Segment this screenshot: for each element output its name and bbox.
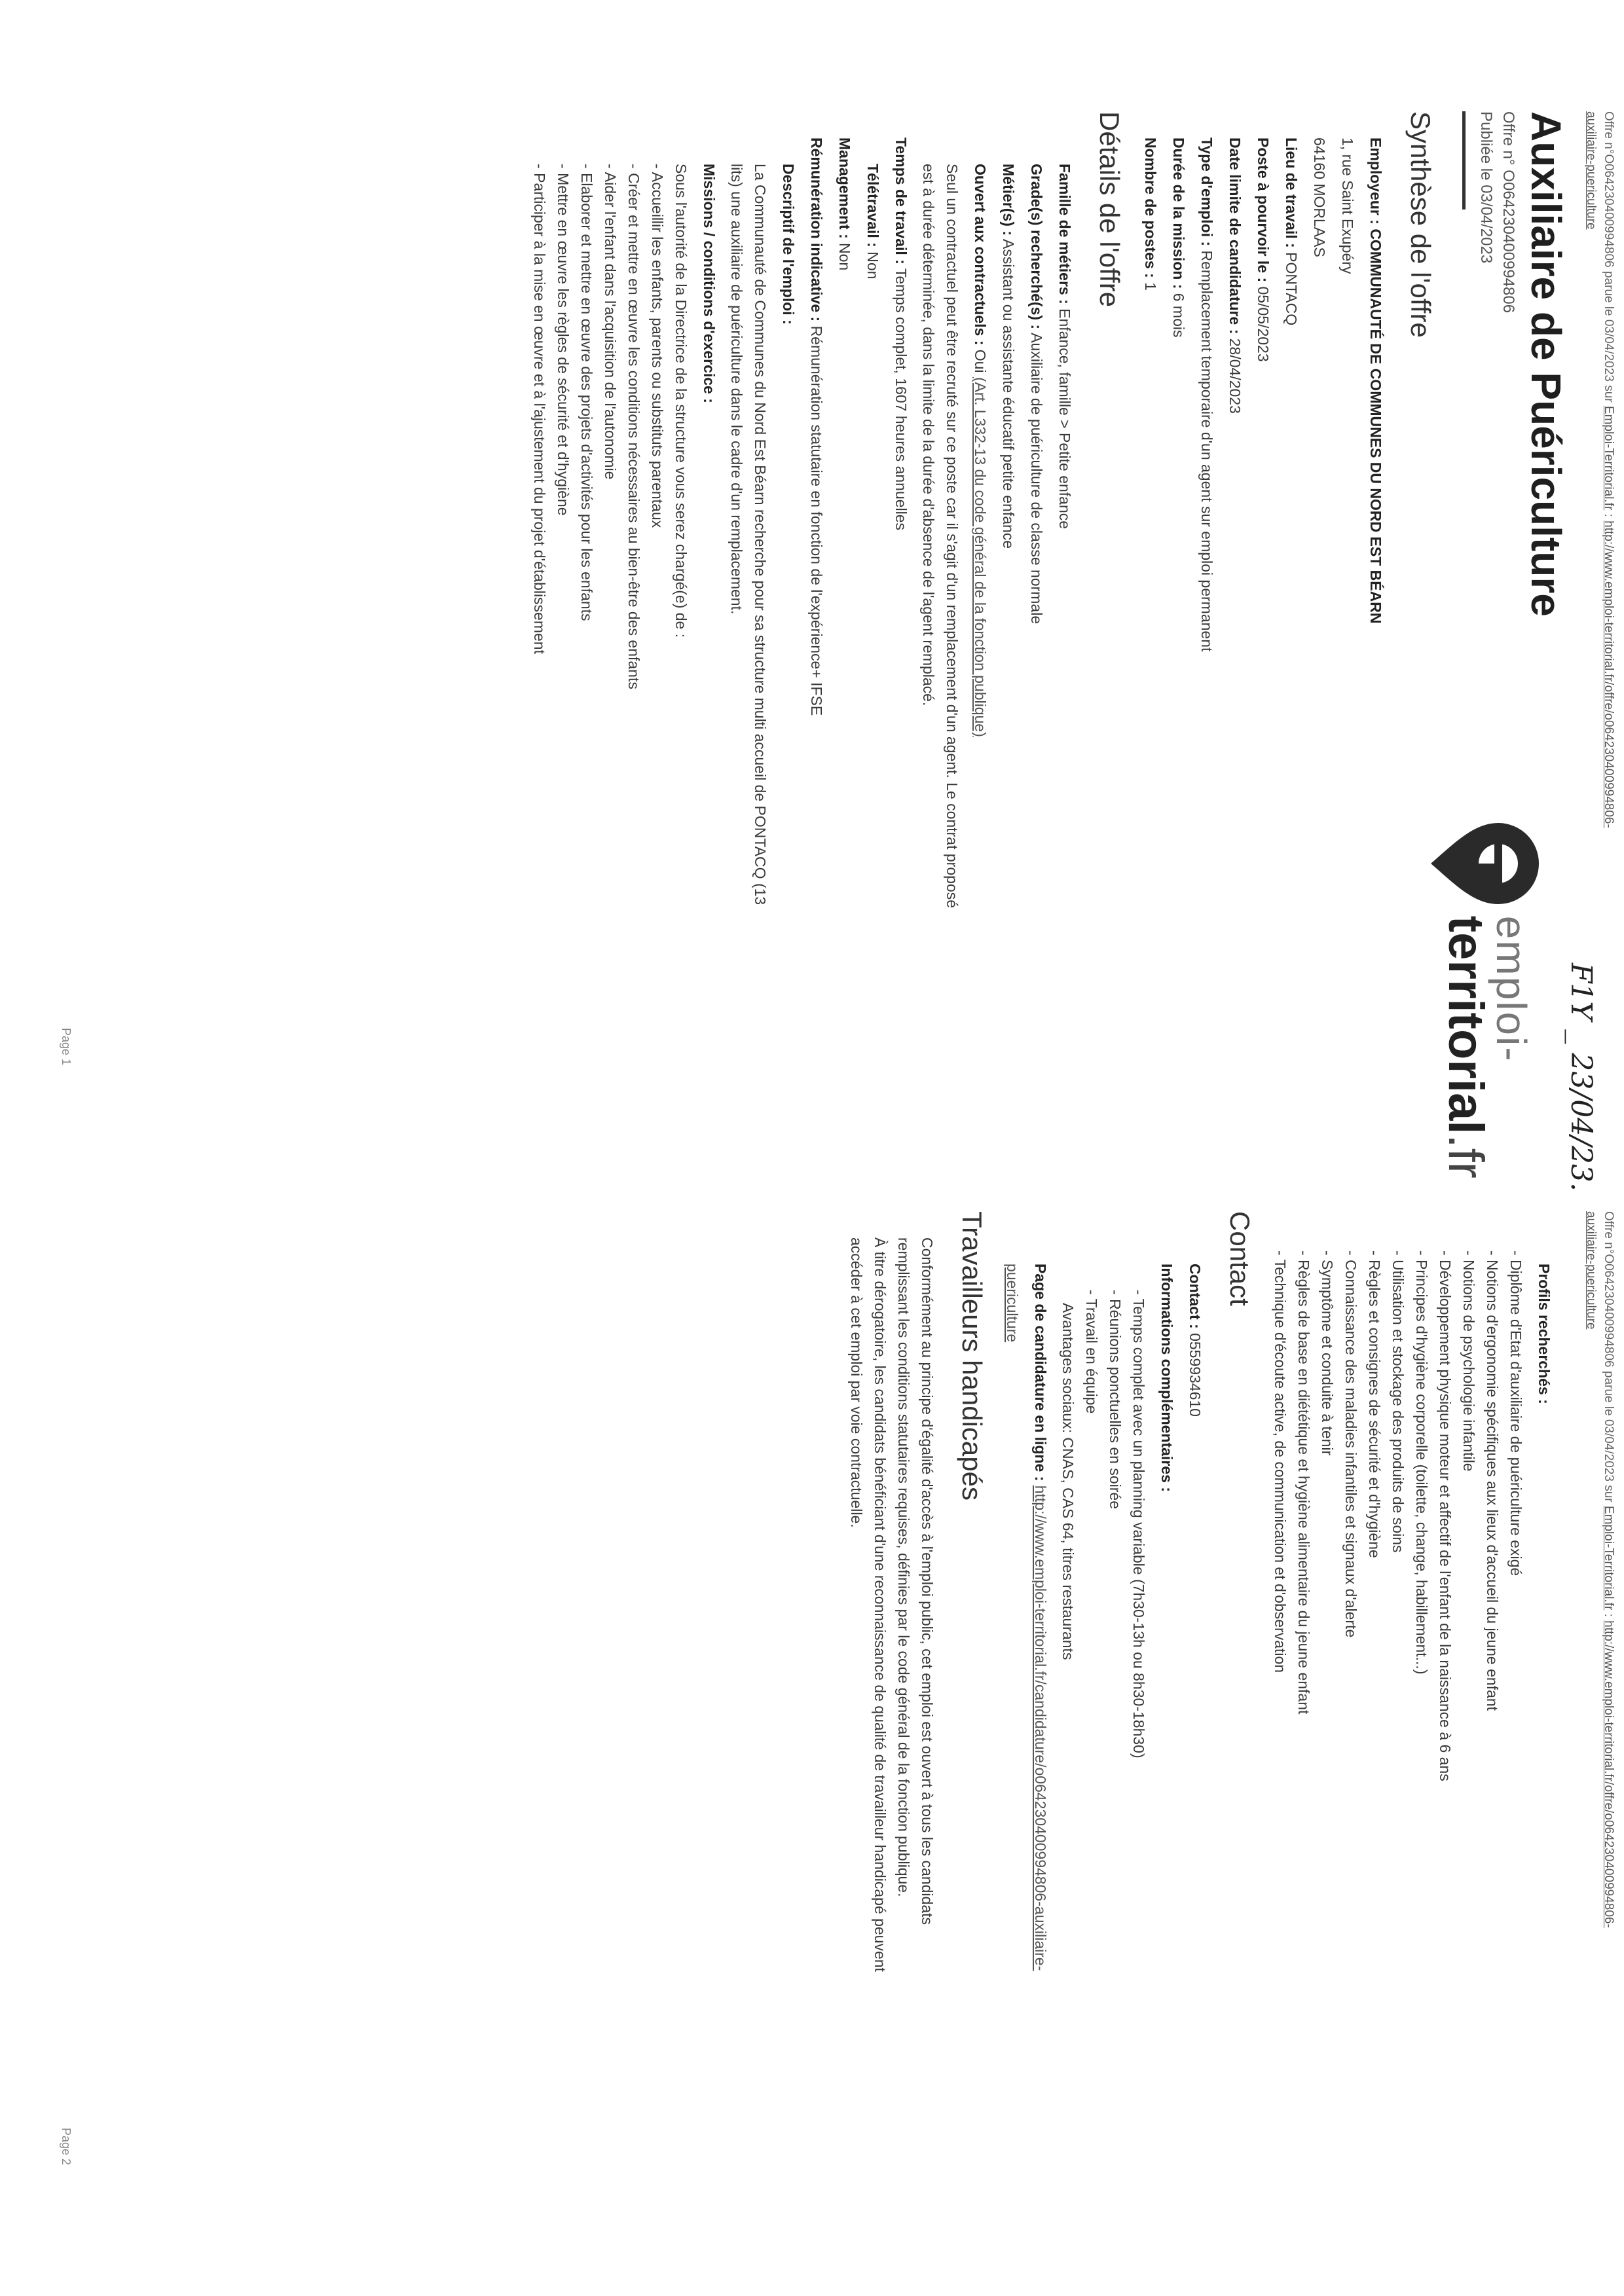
list-item: - Réunions ponctuelles en soirée <box>1103 1290 1127 2272</box>
site-link[interactable]: Emploi-Territorial.fr <box>1602 405 1615 511</box>
synthese-row: Nombre de postes : 1 <box>1142 137 1159 291</box>
contact-row: Contact : 0559934610 <box>1187 1264 1204 1417</box>
profils-list <box>1268 1250 1528 2272</box>
synthese-heading: Synthèse de l'offre <box>1405 111 1436 338</box>
page-2 <box>7 1211 1617 2272</box>
synthese-list <box>1138 111 1388 1198</box>
metier-row: Métier(s) : Assistant ou assistante éducatif petite enfance <box>1000 164 1017 549</box>
contractuels-text: Seul un contractuel peut être recruté sur ce poste car il s'agit d'un remplacement d'un agent. Le contrat proposé est à durée déterminée, dans la limite de la durée d'absence de l'agent remplacé. <box>920 164 961 908</box>
page-header: Offre n°O064230400994806 parue le 03/04/2023 sur Emploi-Territorial.fr : http://www.emploi-territorial.fr/offre/o064230400994806- auxiliaire-puericulture <box>1584 111 1615 828</box>
site-link[interactable]: Emploi-Territorial.fr <box>1602 1505 1615 1611</box>
list-item: - Aider l'enfant dans l'acquisition de l'autonomie <box>599 164 622 1198</box>
infos-list <box>1080 1290 1151 2272</box>
list-item: - Symptôme et conduite à tenir <box>1316 1250 1339 2272</box>
contact-heading: Contact <box>1225 1211 1255 1306</box>
synthese-row: Date limite de candidature : 28/04/2023 <box>1227 137 1244 414</box>
page-header: Offre n°O064230400994806 parue le 03/04/2023 sur Emploi-Territorial.fr : http://www.emploi-territorial.fr/offre/o064230400994806- auxiliaire-puericulture <box>1584 1211 1615 1928</box>
list-item: - Mettre en œuvre les règles de sécurité et d'hygiène <box>551 164 575 1198</box>
list-item: - Principes d'hygiène corporelle (toilette, change, habillement...) <box>1410 1250 1433 2272</box>
logo-line2: territorial.fr <box>1438 915 1494 1178</box>
management-row: Management : Non <box>836 137 853 271</box>
list-item: - Règles et consignes de sécurité et d'hygiène <box>1363 1250 1386 2272</box>
page-number: Page 2 <box>60 2128 73 2166</box>
candidature-link[interactable]: http://www.emploi-territorial.fr/candidature/o064230400994806-auxiliaire- <box>1032 1485 1049 1971</box>
synthese-row: Durée de la mission : 6 mois <box>1170 137 1187 338</box>
avantages-text: Avantages sociaux: CNAS, CAS 64, titres restaurants <box>1060 1303 1077 1660</box>
candidature-link-cont: puericulture <box>1004 1264 1021 1343</box>
page-number: Page 1 <box>60 1028 73 1066</box>
list-item: - Connaissance des maladies infantiles et signaux d'alerte <box>1339 1250 1363 2272</box>
handwritten-note: F1Y _ 23/04/23. <box>1564 962 1598 1192</box>
handicap-heading: Travailleurs handicapés <box>957 1211 987 1501</box>
synthese-row: Poste à pourvoir le : 05/05/2023 <box>1255 137 1272 362</box>
list-item: - Développement physique moteur et affectif de l'enfant de la naissance à 6 ans <box>1433 1250 1457 2272</box>
list-item: - Travail en équipe <box>1080 1290 1103 2272</box>
offer-url-link-cont[interactable]: auxiliaire-puericulture <box>1584 1211 1598 1330</box>
offer-url-link[interactable]: http://www.emploi-territorial.fr/offre/o064230400994806- <box>1602 1620 1615 1928</box>
synthese-row: Type d'emploi : Remplacement temporaire d'un agent sur emploi permanent <box>1198 137 1215 652</box>
handicap-text: Conformément au principe d'égalité d'accès à l'emploi public, cet emploi est ouvert à tous les candidats remplissant les conditions statutaires requises, définies par le code général de la fonction publique. À titre dérogatoire, les candidats bénéficiant d'une reconnaissance de qualité de travailleur handicapé peuvent accéder à cet emploi par voie contractuelle. <box>848 1237 936 1972</box>
grade-row: Grade(s) recherché(s) : Auxiliaire de puériculture de classe normale <box>1028 164 1045 625</box>
list-item: - Créer et mettre en œuvre les conditions nécessaires au bien-être des enfants <box>622 164 646 1198</box>
emploi-territorial-logo <box>1428 818 1545 1178</box>
synthese-row: 64160 MORLAAS <box>1311 137 1328 257</box>
code-link[interactable]: (Art. L332-13 du code général de la fonction publique) <box>972 376 989 737</box>
missions-intro: Sous l'autorité de la Directrice de la structure vous serez chargé(e) de : <box>673 164 690 638</box>
details-heading: Détails de l'offre <box>1094 111 1125 308</box>
synthese-row: Employeur : COMMUNAUTÉ DE COMMUNES DU NORD EST BÉARN <box>1367 137 1384 624</box>
descriptif-label: Descriptif de l'emploi : <box>780 164 797 325</box>
list-item: - Utilisation et stockage des produits de soins <box>1386 1250 1410 2272</box>
logo-line1: emploi- <box>1488 915 1535 1063</box>
list-item: - Temps complet avec un planning variable (7h30-13h ou 8h30-18h30) <box>1127 1290 1151 2272</box>
profils-label: Profils recherchés : <box>1536 1264 1553 1404</box>
title-underline <box>1462 111 1466 210</box>
temps-row: Temps de travail : Temps complet, 1607 heures annuelles <box>893 137 910 531</box>
list-item: - Diplôme d'Etat d'auxiliaire de puériculture exigé <box>1504 1250 1528 2272</box>
synthese-row: 1, rue Saint Exupéry <box>1339 137 1356 274</box>
offer-number: Offre n° O064230400994806 <box>1500 111 1517 314</box>
page-1 <box>7 111 1617 1198</box>
candidature-row: Page de candidature en ligne : http://www.emploi-territorial.fr/candidature/o064230400994806-auxiliaire- <box>1032 1264 1049 1971</box>
published-date: Publiée le 03/04/2023 <box>1477 111 1495 264</box>
job-title: Auxiliaire de Puériculture <box>1522 111 1570 617</box>
list-item: - Notions d'ergonomie spécifiques aux lieux d'accueil du jeune enfant <box>1481 1250 1504 2272</box>
list-item: - Participer à la mise en œuvre et à l'ajustement du projet d'établissement <box>528 164 551 1198</box>
list-item: - Notions de psychologie infantile <box>1457 1250 1481 2272</box>
remuneration-row: Rémunération indicative : Rémunération statutaire en fonction de l'expérience+ IFSE <box>808 137 825 716</box>
missions-list <box>528 164 669 1198</box>
offer-url-link[interactable]: http://www.emploi-territorial.fr/offre/o064230400994806- <box>1602 520 1615 828</box>
infos-label: Informations complémentaires : <box>1158 1264 1175 1492</box>
teletravail-row: Télétravail : Non <box>864 164 881 280</box>
list-item: - Accueillir les enfants, parents ou substituts parentaux <box>646 164 669 1198</box>
descriptif-text: La Communauté de Communes du Nord Est Béarn recherche pour sa structure multi accueil de PONTACQ (13 lits) une auxiliaire de puériculture dans le cadre d'un remplacement. <box>728 164 769 905</box>
famille-row: Famille de métiers : Enfance, famille > Petite enfance <box>1056 164 1073 530</box>
offer-url-link-cont[interactable]: auxiliaire-puericulture <box>1584 111 1598 230</box>
contractuels-row: Ouvert aux contractuels : Oui (Art. L332-13 du code général de la fonction publique) <box>972 164 989 737</box>
list-item: - Technique d'écoute active, de communication et d'observation <box>1268 1250 1292 2272</box>
logo-drop-icon <box>1428 818 1545 909</box>
list-item: - Elaborer et mettre en œuvre des projets d'activités pour les enfants <box>575 164 599 1198</box>
missions-label: Missions / conditions d'exercice : <box>701 164 718 403</box>
synthese-row: Lieu de travail : PONTACQ <box>1283 137 1300 326</box>
list-item: - Règles de base en diététique et hygiène alimentaire du jeune enfant <box>1292 1250 1316 2272</box>
